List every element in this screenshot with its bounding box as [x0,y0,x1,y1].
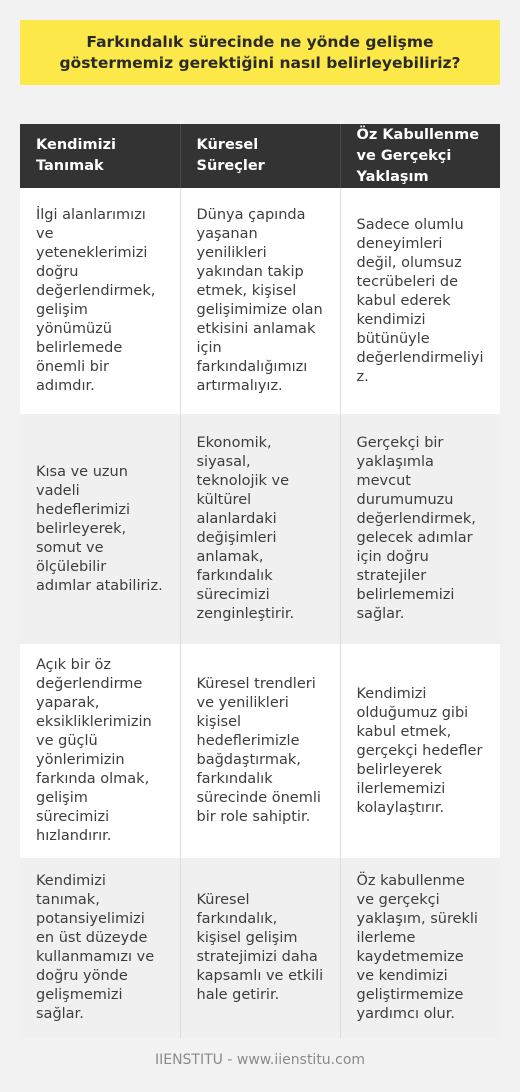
table-cell: Küresel farkındalık, kişisel gelişim stratejimizi daha kapsamlı ve etkili hale getirir. [180,858,340,1038]
table-cell: Açık bir öz değerlendirme yaparak, eksikliklerimizin ve güçlü yönlerimizin farkında olmak, gelişim sürecimizi hızlandırır. [20,644,180,858]
column-header: Öz Kabullenme ve Gerçekçi Yaklaşım [340,124,500,188]
table-cell: Küresel trendleri ve yenilikleri kişisel hedeflerimizle bağdaştırmak, farkındalık sürecinde önemli bir role sahiptir. [180,644,340,858]
table-cell: İlgi alanlarımızı ve yeteneklerimizi doğru değerlendirmek, gelişim yönümüzü belirlemede önemli bir adımdır. [20,188,180,414]
table-row [20,414,500,644]
table-cell: Kendimizi tanımak, potansiyelimizi en üst düzeyde kullanmamızı ve doğru yönde gelişmemizi sağlar. [20,858,180,1038]
table-cell: Dünya çapında yaşanan yenilikleri yakından takip etmek, kişisel gelişimimize olan etkisini anlamak için farkındalığımızı artırmalıyız. [180,188,340,414]
table-cell: Kısa ve uzun vadeli hedeflerimizi belirleyerek, somut ve ölçülebilir adımlar atabiliriz. [20,414,180,644]
table-row [20,188,500,414]
table-row [20,644,500,858]
table-header-row [20,124,500,188]
page-title: Farkındalık sürecinde ne yönde gelişme göstermemiz gerektiğini nasıl belirleyebiliriz? [59,32,461,72]
comparison-table [20,124,500,1038]
footer-credit: IIENSTITU - www.iienstitu.com [154,1052,366,1068]
table-cell: Gerçekçi bir yaklaşımla mevcut durumumuzu değerlendirmek, gelecek adımlar için doğru stratejiler belirlememizi sağlar. [340,414,500,644]
table-cell: Kendimizi olduğumuz gibi kabul etmek, gerçekçi hedefler belirleyerek ilerlememizi kolaylaştırır. [340,644,500,858]
table-cell: Sadece olumlu deneyimleri değil, olumsuz tecrübeleri de kabul ederek kendimizi bütünüyle değerlendirmeliyiz. [340,188,500,414]
table-row [20,858,500,1038]
column-header: Kendimizi Tanımak [20,124,180,188]
table-cell: Öz kabullenme ve gerçekçi yaklaşım, sürekli ilerleme kaydetmemize ve kendimizi geliştirmemize yardımcı olur. [340,858,500,1038]
column-header: Küresel Süreçler [180,124,340,188]
table-cell: Ekonomik, siyasal, teknolojik ve kültürel alanlardaki değişimleri anlamak, farkındalık sürecimizi zenginleştirir. [180,414,340,644]
title-banner [20,20,500,85]
